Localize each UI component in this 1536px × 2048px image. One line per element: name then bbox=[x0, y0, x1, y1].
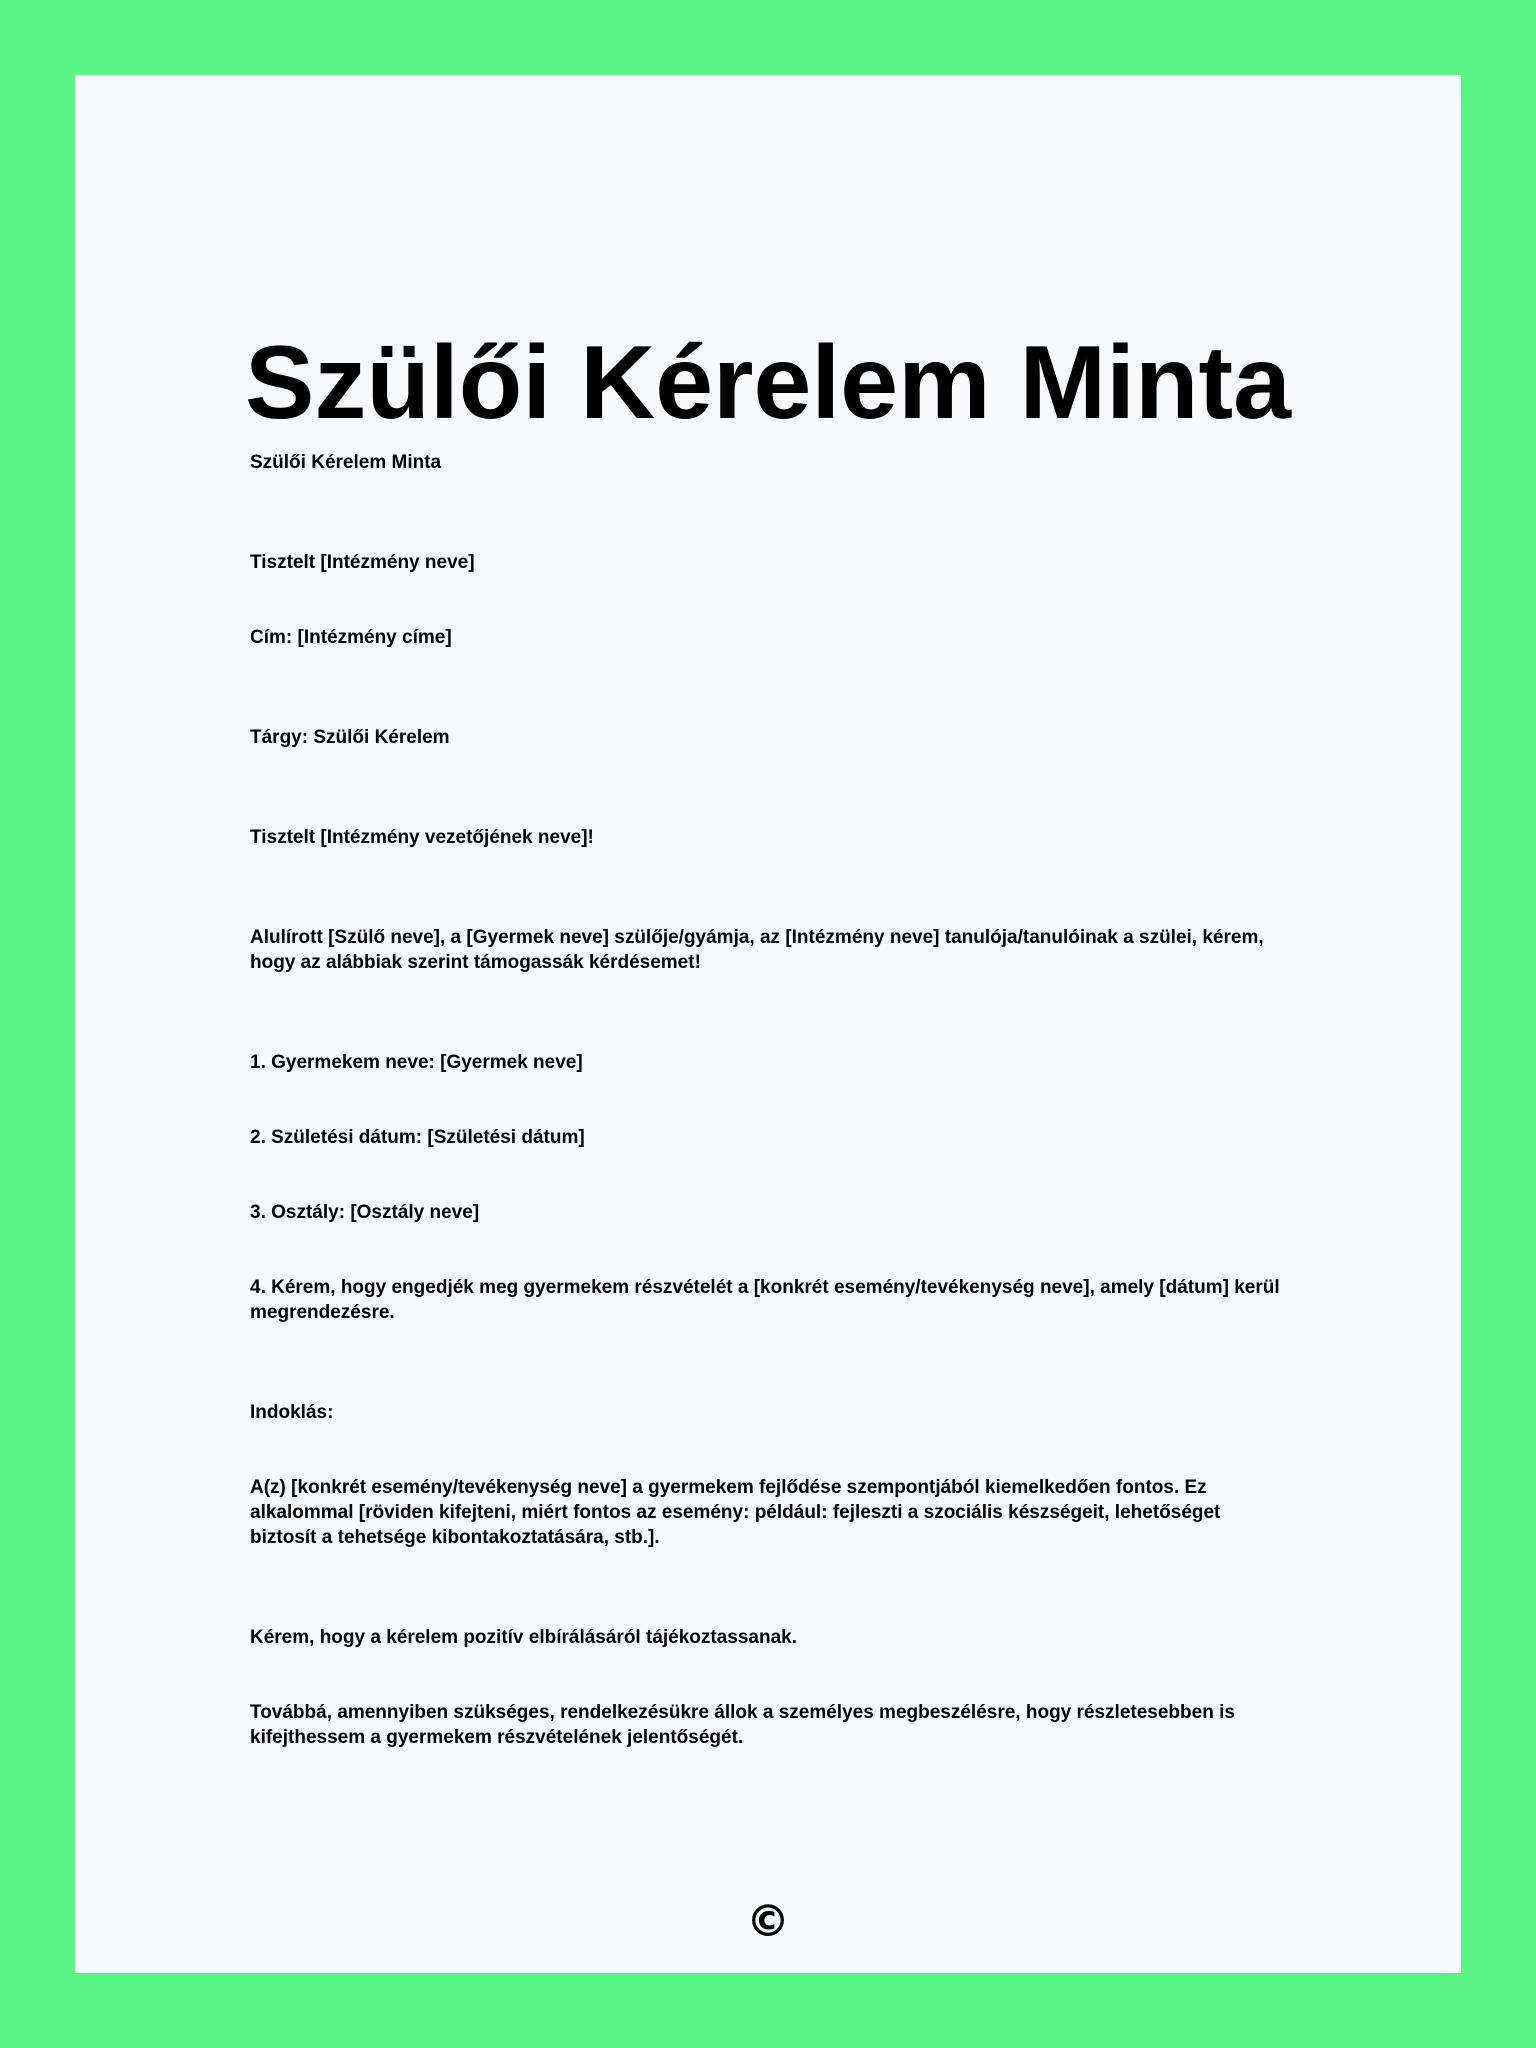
closing-paragraph: Továbbá, amennyiben szükséges, rendelkezésükre állok a személyes megbeszélésre, hogy részletesebben is kifejthessem a gyermekem részvételének jelentőségét. bbox=[250, 1702, 1235, 1748]
document-subtitle: Szülői Kérelem Minta bbox=[250, 452, 442, 473]
justification-heading: Indoklás: bbox=[250, 1402, 334, 1423]
justification-paragraph: A(z) [konkrét esemény/tevékenység neve] a gyermekem fejlődése szempontjából kiemelkedően fontos. Ez alkalommal [röviden kifejteni, miért fontos az esemény: például: fejleszti a szociális készségeit, lehetőséget biztosít a tehetsége kibontakoztatására, stb.]. bbox=[250, 1477, 1221, 1548]
list-item: 2. Születési dátum: [Születési dátum] bbox=[250, 1127, 585, 1148]
list-item: 1. Gyermekem neve: [Gyermek neve] bbox=[250, 1052, 583, 1073]
page-title: Szülői Kérelem Minta bbox=[245, 325, 1291, 441]
intro-paragraph: Alulírott [Szülő neve], a [Gyermek neve] szülője/gyámja, az [Intézmény neve] tanulója/tanulóinak a szülei, kérem, hogy az alábbiak szerint támogassák kérdésemet! bbox=[250, 927, 1264, 973]
list-item: 4. Kérem, hogy engedjék meg gyermekem részvételét a [konkrét esemény/tevékenység neve], amely [dátum] kerül megrendezésre. bbox=[250, 1277, 1280, 1323]
subject-line: Tárgy: Szülői Kérelem bbox=[250, 727, 450, 748]
copyright-icon: © bbox=[746, 1896, 790, 1947]
list-item: 3. Osztály: [Osztály neve] bbox=[250, 1202, 480, 1223]
request-paragraph: Kérem, hogy a kérelem pozitív elbírálásáról tájékoztassanak. bbox=[250, 1627, 798, 1648]
greeting-institution: Tisztelt [Intézmény neve] bbox=[250, 552, 475, 573]
document-page bbox=[75, 75, 1461, 1973]
address-line: Cím: [Intézmény címe] bbox=[250, 627, 452, 648]
salutation: Tisztelt [Intézmény vezetőjének neve]! bbox=[250, 827, 594, 848]
